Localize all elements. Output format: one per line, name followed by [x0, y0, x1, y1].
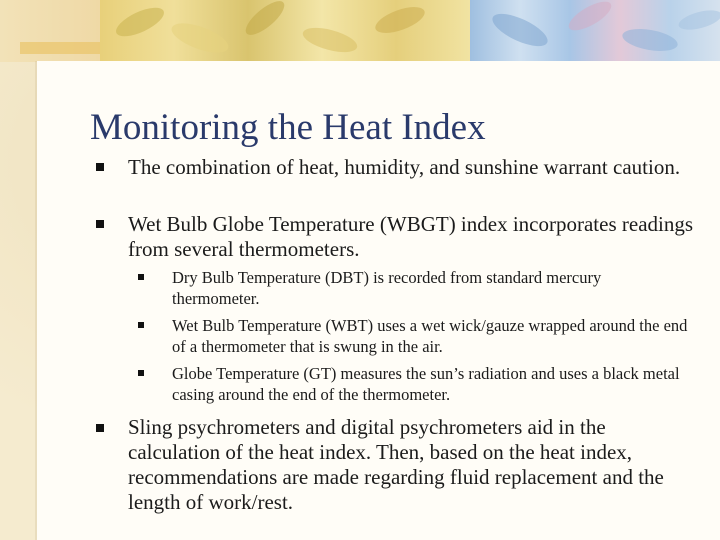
bullet-text: The combination of heat, humidity, and sunshine warrant caution. [128, 155, 681, 179]
square-bullet-icon [96, 220, 104, 228]
sub-bullet-text: Dry Bulb Temperature (DBT) is recorded from standard mercury thermometer. [172, 268, 602, 308]
decorative-leaf-banner [0, 0, 720, 62]
bullet-text: Wet Bulb Globe Temperature (WBGT) index incorporates readings from several thermometers. [128, 212, 694, 261]
bullet-text: Sling psychrometers and digital psychrometers aid in the calculation of the heat index. Then, based on the heat index, recommendations are made regarding fluid replacement and the length of work/rest. [128, 415, 664, 514]
square-bullet-icon [96, 163, 104, 171]
square-bullet-icon [138, 274, 144, 280]
square-bullet-icon [138, 370, 144, 376]
banner-accent-bar [20, 42, 100, 54]
slide-title: Monitoring the Heat Index [90, 107, 486, 148]
square-bullet-icon [138, 322, 144, 328]
sub-bullet-text: Wet Bulb Temperature (WBT) uses a wet wick/gauze wrapped around the end of a thermometer that is swung in the air. [172, 316, 688, 356]
sub-bullet-text: Globe Temperature (GT) measures the sun’s radiation and uses a black metal casing around the end of the thermometer. [172, 364, 680, 404]
square-bullet-icon [96, 424, 104, 432]
leaf-pattern-icon [0, 0, 720, 62]
